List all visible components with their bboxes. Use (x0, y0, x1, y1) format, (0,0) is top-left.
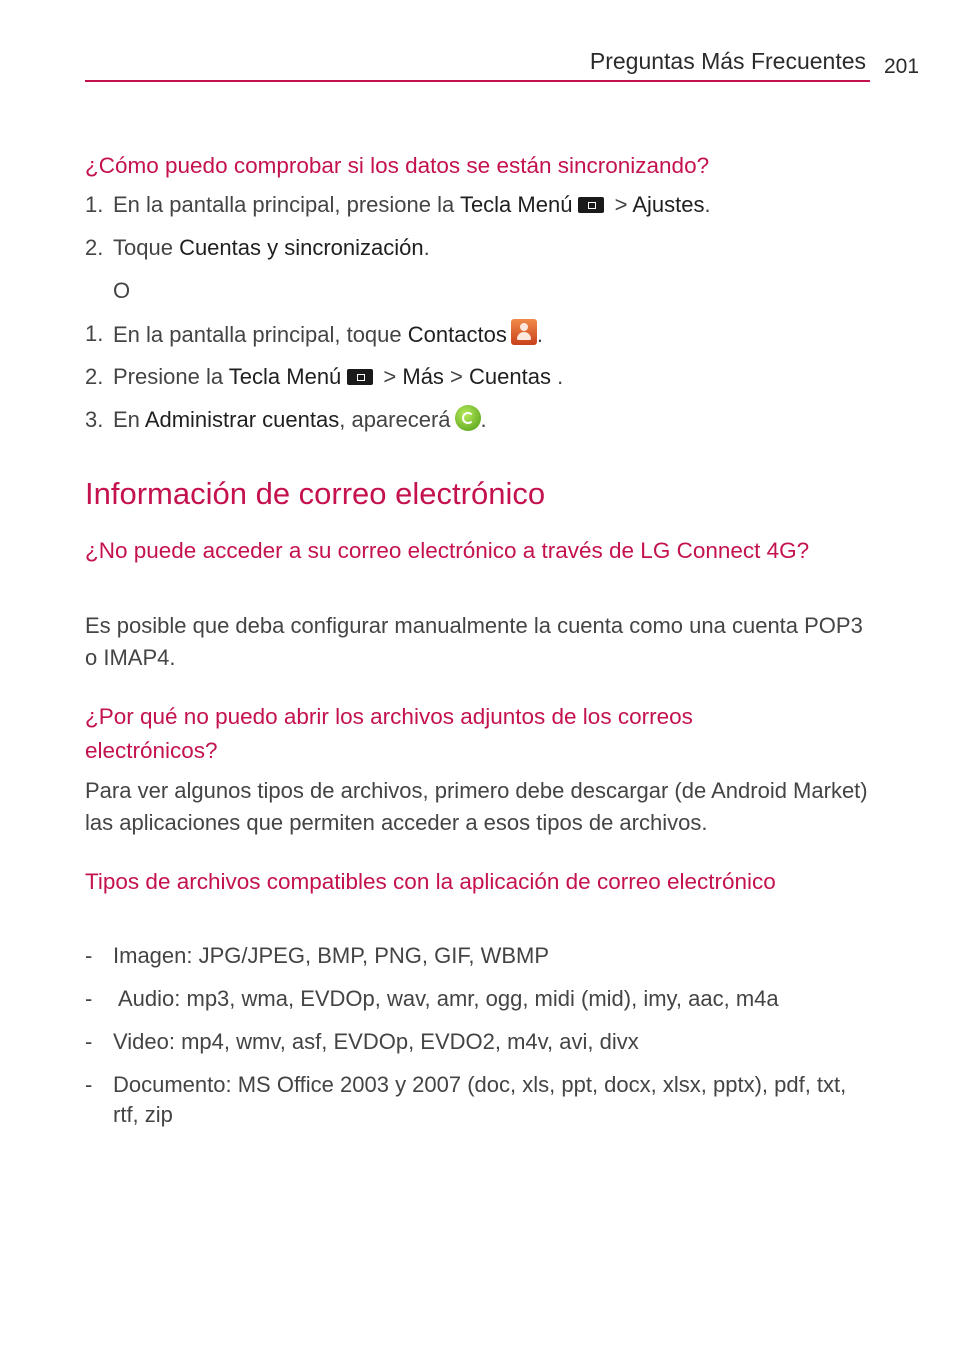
contacts-icon (511, 319, 537, 345)
list-item: Imagen: JPG/JPEG, BMP, PNG, GIF, WBMP (113, 943, 550, 968)
alt-step-1 (113, 319, 543, 350)
file-types-heading: Tipos de archivos compatibles con la aplicación de correo electrónico (85, 869, 776, 894)
punctuation: . (550, 364, 564, 389)
section-title: Información de correo electrónico (85, 476, 546, 511)
list-bullet: - (85, 1072, 93, 1097)
alt-step-2 (113, 362, 563, 392)
step-text: En la pantalla principal, toque (113, 322, 408, 347)
alt-step-3 (113, 405, 487, 435)
step-text: Toque (113, 235, 180, 260)
sync-step-2 (113, 233, 430, 263)
separator: > (377, 364, 403, 389)
sync-question-heading: ¿Cómo puedo comprobar si los datos se están sincronizando? (85, 153, 710, 178)
separator: > (443, 364, 470, 389)
step-text: En (113, 407, 145, 432)
sync-step-1 (113, 190, 711, 220)
email-answer-2: Para ver algunos tipos de archivos, primero debe descargar (de Android Market) las aplicaciones que permiten acceder a esos tipos de archivos. (85, 778, 868, 835)
settings-label: Ajustes (632, 192, 705, 217)
step-text: , aparecerá (339, 407, 451, 432)
step-number: 2. (85, 364, 104, 389)
contacts-label: Contactos (407, 322, 507, 347)
punctuation: . (480, 407, 487, 432)
list-bullet: - (85, 986, 93, 1011)
email-question-1: ¿No puede acceder a su correo electrónico a través de LG Connect 4G? (85, 538, 810, 563)
step-text: Presione la (113, 364, 229, 389)
list-item: Documento: MS Office 2003 y 2007 (doc, xls, ppt, docx, xlsx, pptx), pdf, txt, rtf, zip (113, 1072, 847, 1127)
step-number: 2. (85, 235, 104, 260)
manage-accounts-label: Administrar cuentas (144, 407, 340, 432)
more-label: Más (402, 364, 444, 389)
page-number: 201 (884, 55, 920, 78)
list-bullet: - (85, 1029, 93, 1054)
sync-icon (455, 405, 481, 431)
menu-key-icon (347, 369, 373, 385)
running-header-title: Preguntas Más Frecuentes (589, 48, 866, 74)
step-number: 1. (85, 321, 104, 346)
punctuation: . (536, 322, 543, 347)
menu-key-icon (578, 197, 604, 213)
separator: > (608, 192, 633, 217)
email-question-2: ¿Por qué no puedo abrir los archivos adjuntos de los correos electrónicos? (85, 704, 693, 763)
header-rule (85, 80, 870, 82)
list-bullet: - (85, 943, 93, 968)
menu-key-label: Tecla Menú (459, 192, 573, 217)
step-text: En la pantalla principal, presione la (113, 192, 460, 217)
list-item: Audio: mp3, wma, EVDOp, wav, amr, ogg, midi (mid), imy, aac, m4a (118, 986, 779, 1011)
step-number: 3. (85, 407, 104, 432)
list-item: Video: mp4, wmv, asf, EVDOp, EVDO2, m4v, avi, divx (113, 1029, 639, 1054)
punctuation: . (423, 235, 430, 260)
punctuation: . (704, 192, 711, 217)
or-separator: O (113, 278, 131, 303)
email-answer-1: Es posible que deba configurar manualmente la cuenta como una cuenta POP3 o IMAP4. (85, 613, 863, 670)
accounts-sync-label: Cuentas y sincronización (179, 235, 424, 260)
step-number: 1. (85, 192, 104, 217)
accounts-label: Cuentas (469, 364, 551, 389)
menu-key-label: Tecla Menú (228, 364, 342, 389)
